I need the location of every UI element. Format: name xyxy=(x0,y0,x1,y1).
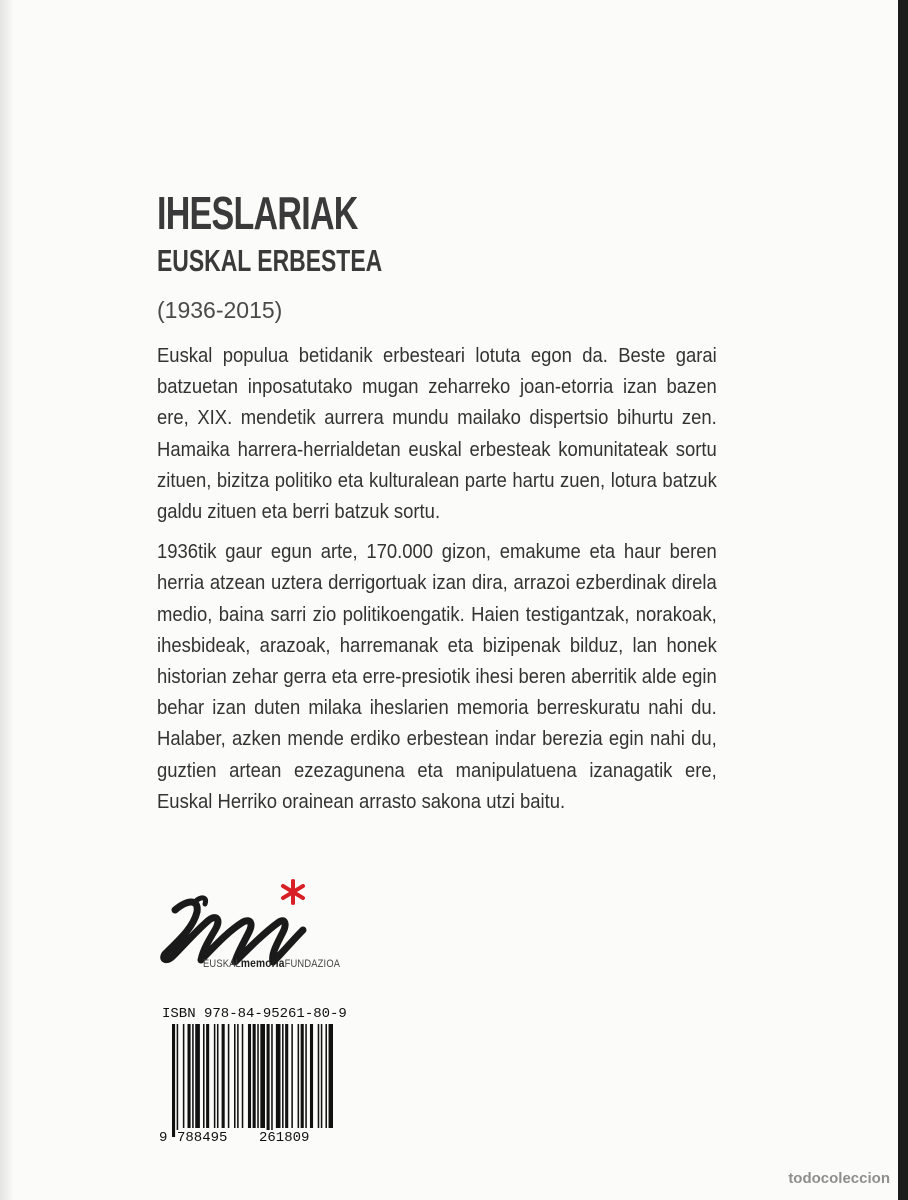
barcode-bar xyxy=(325,1024,327,1128)
barcode-bar xyxy=(183,1024,185,1128)
asterisk-icon xyxy=(283,881,303,903)
barcode-bar xyxy=(195,1024,200,1128)
barcode-bar xyxy=(228,1024,230,1128)
barcode-bar xyxy=(318,1024,320,1128)
barcode-bar xyxy=(248,1024,251,1128)
blurb-paragraph-2: 1936tik gaur egun arte, 170.000 gizon, emakume eta haur beren herria atzean uztera derrigortuak izan dira, arrazoi ezberdinak direla medio, baina sarri zio politikoengatik. Haien testigantzak, norakoak, ihesbideak, arazoak, harremanak eta bizipenak bilduz, lan honek historian zehar gerra eta erre-presiotik ihesi beren aberritik alde egin behar izan duten milaka iheslarien memoria berreskuratu nahi du. Halaber, azken mende erdiko erbestean indar berezia egin nahi du, guztien artean ezezagunena eta manipulatuena izanagatik ere, Euskal Herriko orainean arrasto sakona utzi baitu. xyxy=(157,540,717,813)
logo-wordmark xyxy=(203,956,340,970)
barcode-bar xyxy=(305,1024,307,1128)
barcode-bar xyxy=(234,1024,236,1128)
barcode-bar xyxy=(276,1024,281,1128)
barcode-bar xyxy=(301,1024,304,1128)
barcode-bar xyxy=(203,1024,205,1128)
blurb xyxy=(157,340,717,826)
barcode-bar xyxy=(192,1024,194,1128)
barcode-bar xyxy=(172,1024,175,1137)
watermark: todocoleccion xyxy=(788,1170,890,1187)
barcode-first-digit: 9 xyxy=(159,1130,168,1146)
barcode-bar xyxy=(214,1024,216,1128)
book-title: IHESLARIAK xyxy=(157,187,358,239)
barcode-bar xyxy=(253,1024,256,1128)
book-subtitle: EUSKAL ERBESTEA xyxy=(157,243,383,278)
barcode-group-2: 261809 xyxy=(259,1130,310,1146)
isbn-label: ISBN 978-84-95261-80-9 xyxy=(162,1006,347,1022)
barcode-bar xyxy=(282,1024,284,1128)
book-years: (1936-2015) xyxy=(157,297,283,323)
barcode-bar xyxy=(217,1024,219,1128)
blurb-paragraph-1: Euskal populua betidanik erbesteari lotuta egon da. Beste garai batzuetan inposatutako mugan zeharreko joan-etorria izan bazen ere, XIX. mendetik aurrera mundu mailako dispertsio bihurtu zen. Hamaika harrera-herrialdetan euskal erbesteak komunitateak sortu zituen, bizitza politiko eta kulturalean parte hartu zuen, lotura batzuk galdu zituen eta berri batzuk sortu. xyxy=(157,344,717,524)
barcode-bar xyxy=(321,1024,323,1128)
spine-shadow xyxy=(0,0,14,1200)
barcode-bar xyxy=(222,1024,225,1128)
barcode-group-1: 788495 xyxy=(177,1130,228,1146)
barcode-bar xyxy=(271,1024,273,1137)
barcode-bar xyxy=(260,1024,265,1128)
barcode-bar xyxy=(267,1024,270,1137)
logo-suffix: FUNDAZIOA xyxy=(284,958,341,970)
barcode-bar xyxy=(237,1024,239,1128)
barcode-bar xyxy=(285,1024,288,1128)
barcode-bar xyxy=(206,1024,209,1128)
barcode-bar xyxy=(329,1024,333,1128)
logo-bold: memoria xyxy=(240,956,285,970)
barcode-bar xyxy=(291,1024,293,1128)
barcode xyxy=(158,1024,333,1137)
logo-prefix: EUSKAL xyxy=(203,958,241,970)
barcode-bar xyxy=(242,1024,244,1128)
barcode-bar xyxy=(257,1024,259,1128)
barcode-bar xyxy=(310,1024,313,1128)
barcode-bar xyxy=(177,1024,179,1137)
barcode-bar xyxy=(188,1024,191,1128)
barcode-bar xyxy=(298,1024,300,1128)
